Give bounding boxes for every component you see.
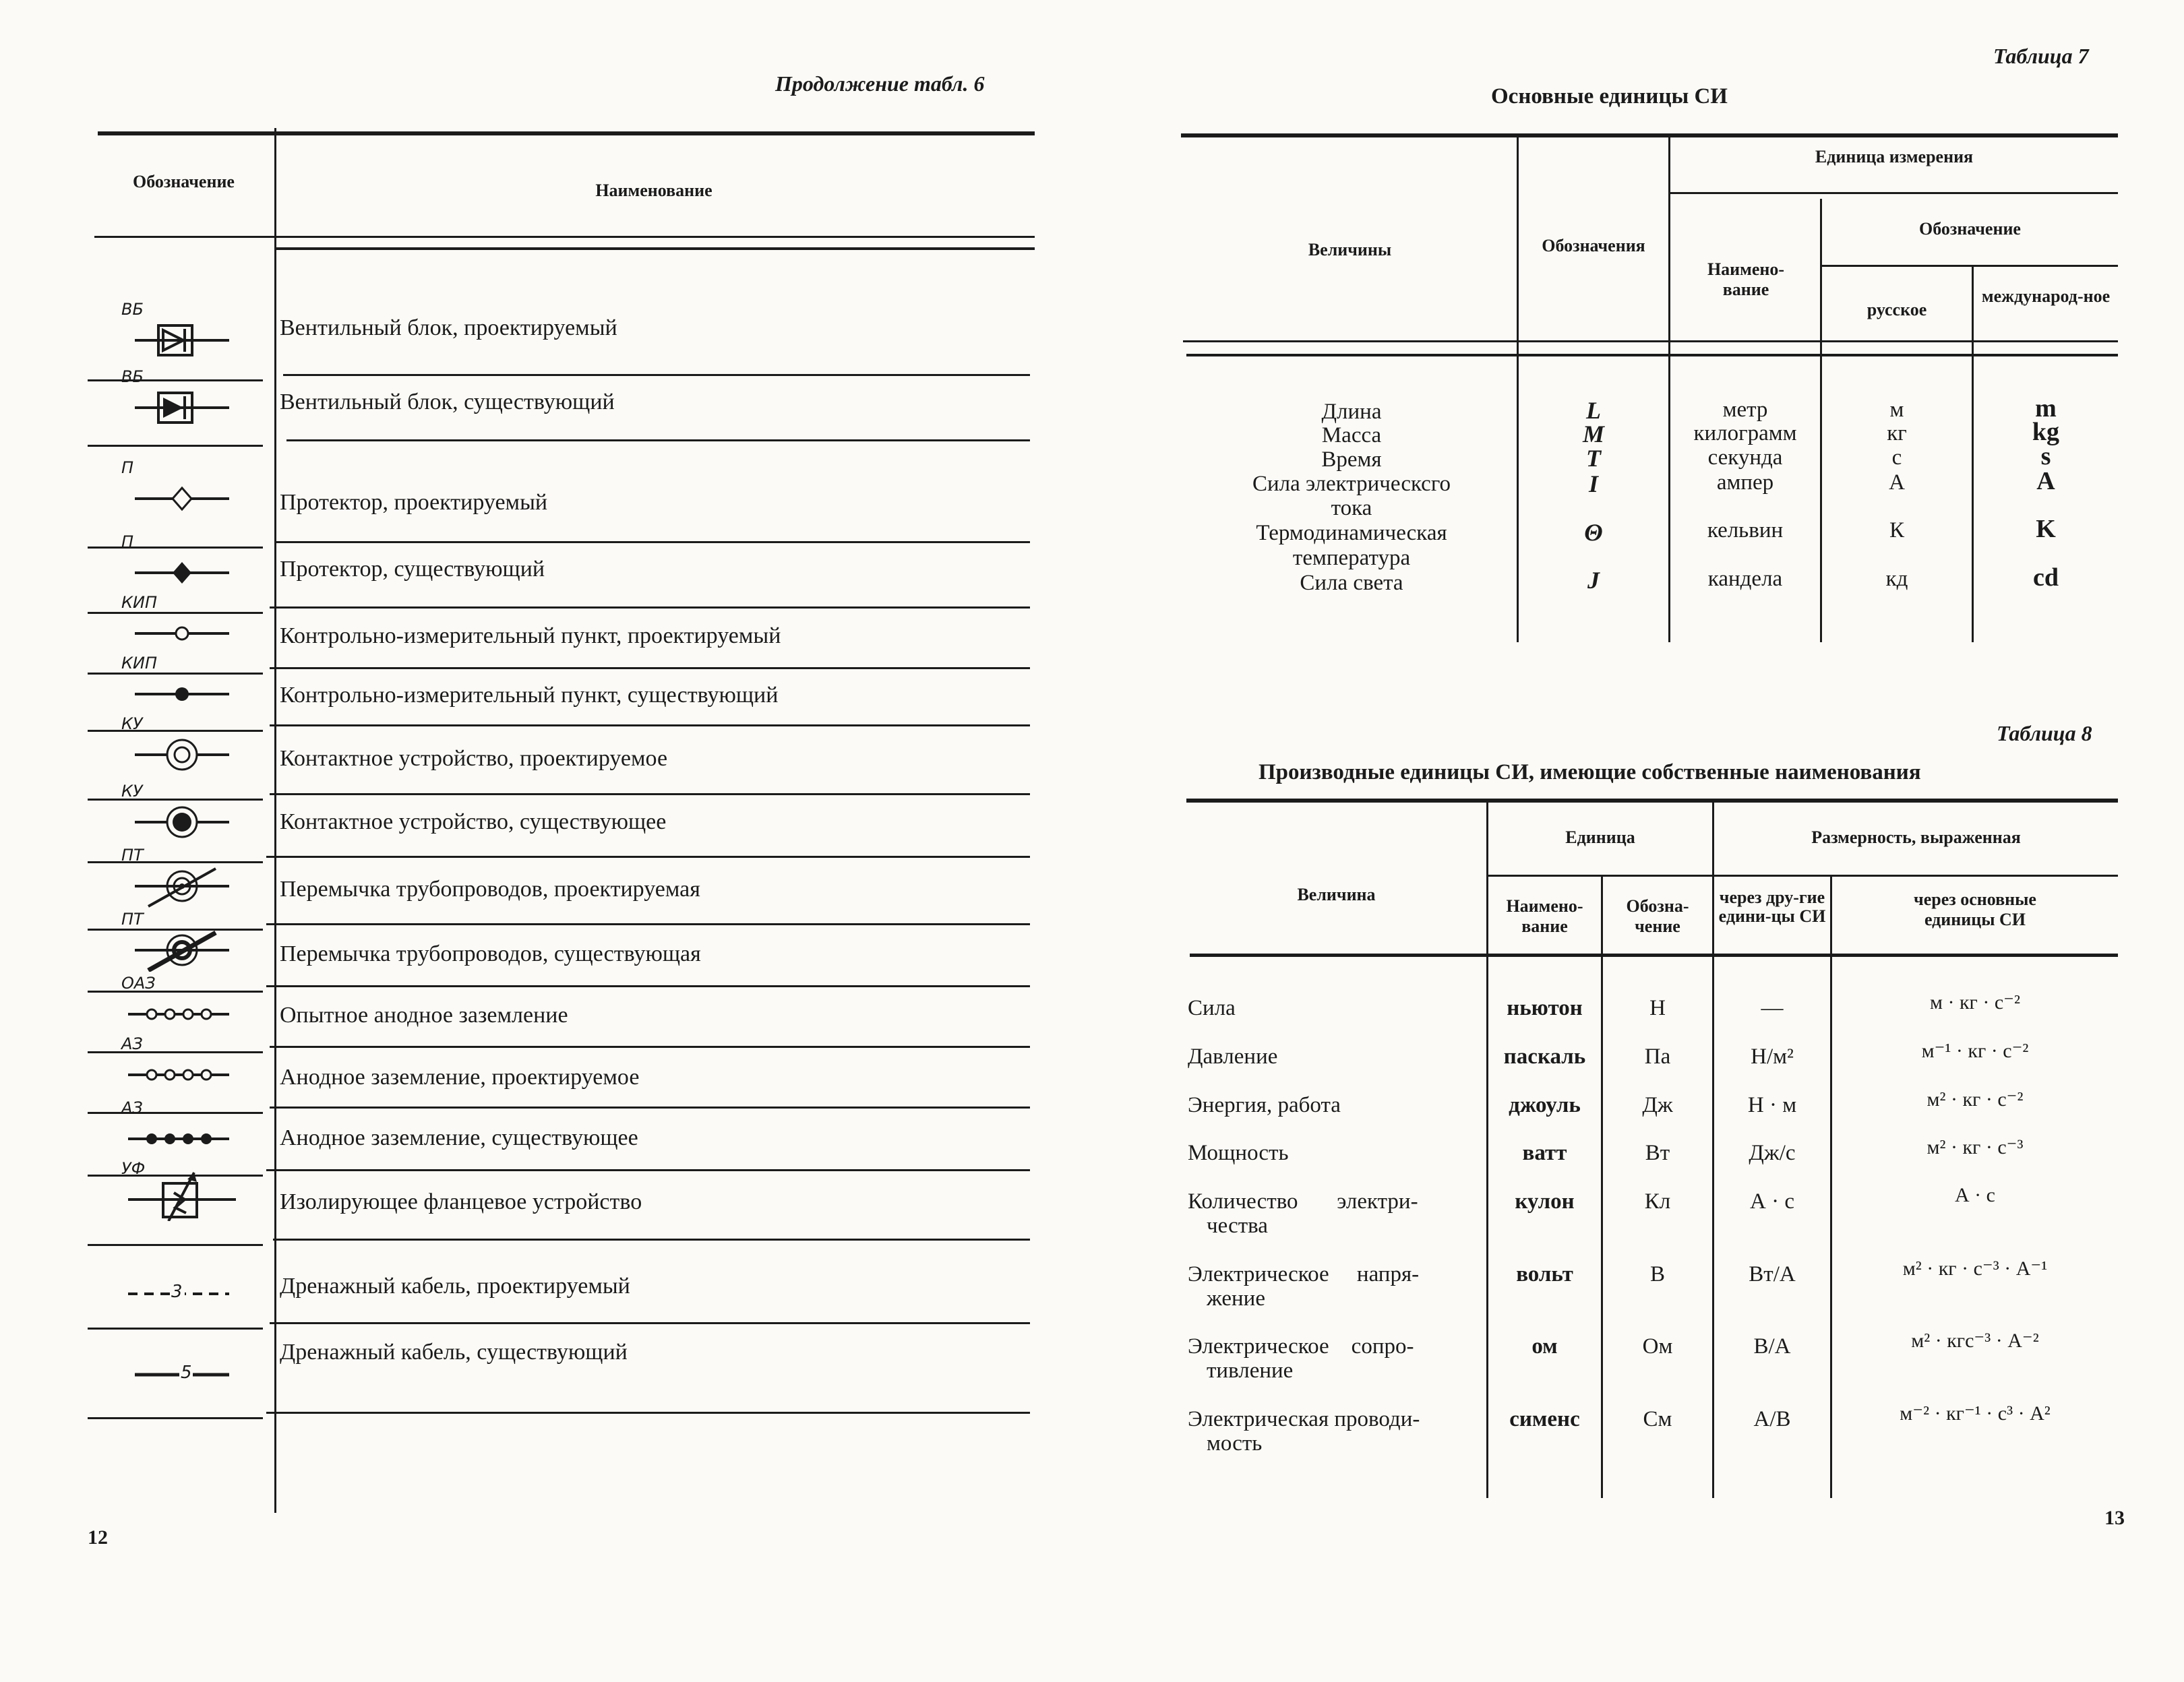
drain-cable-existing-icon — [121, 1334, 243, 1396]
table8-quantity: Энергия, работа — [1188, 1093, 1341, 1117]
table8-unit-name: ом — [1531, 1334, 1558, 1359]
valve-block-existing-icon — [121, 367, 243, 429]
table7-divider-2 — [1668, 133, 1670, 642]
table8-unit-name: паскаль — [1503, 1045, 1586, 1069]
table6-header-rule-2 — [276, 247, 1035, 250]
valve-block-projected-icon — [121, 300, 243, 362]
table8-via-other: — — [1761, 996, 1784, 1020]
anode-ground-existing-icon — [121, 1098, 243, 1160]
table7-international: m — [2035, 394, 2057, 423]
table7-symbol: Θ — [1584, 519, 1603, 546]
table7-unit-name: кельвин — [1707, 518, 1784, 542]
table8-unit-symbol: Ом — [1642, 1334, 1673, 1359]
table6-row-name: Перемычка трубопроводов, проектируемая — [280, 877, 700, 902]
table7-unit-rule — [1670, 192, 2118, 194]
table7-international: kg — [2032, 418, 2060, 446]
table6-symbol-rule — [88, 1328, 263, 1330]
contact-device-existing-icon — [121, 782, 243, 844]
table8-quantity: Электрическое сопро- — [1188, 1334, 1414, 1359]
table6-row-name: Контрольно-измерительный пункт, проектируемый — [280, 623, 781, 648]
table7-quantity: Масса — [1321, 423, 1382, 447]
table8-quantity-cont: мость — [1207, 1431, 1263, 1456]
table8-header-unit: Единица — [1565, 828, 1635, 847]
table8-via-base: м² · кг · с⁻³ · А⁻¹ — [1902, 1257, 2048, 1280]
table7-international: K — [2036, 515, 2056, 543]
table6-row-name: Дренажный кабель, проектируемый — [280, 1274, 630, 1299]
table8-unit-name: вольт — [1516, 1262, 1573, 1286]
table6-row-rule — [266, 1169, 1030, 1171]
table6-row-rule — [270, 724, 1030, 726]
table7-header-rule-2 — [1186, 354, 2118, 356]
symbol-label: ВБ — [121, 300, 144, 319]
protector-existing-icon — [121, 532, 243, 594]
control-point-projected-icon — [121, 593, 243, 655]
table8-via-base: м² · кг · с⁻³ — [1927, 1136, 2024, 1158]
table8-unit-symbol: Па — [1644, 1045, 1671, 1069]
table6-row-rule — [266, 856, 1030, 858]
table7-header-international: международ-ное — [1981, 286, 2111, 306]
table6-row-rule — [270, 606, 1030, 609]
table6-header-designation: Обозначение — [133, 172, 235, 191]
table6-row-rule — [270, 1107, 1030, 1109]
symbol-label: АЗ — [121, 1034, 143, 1053]
table6-row-rule — [270, 667, 1030, 669]
table7-quantity: температура — [1292, 546, 1411, 570]
drain-cable-projected-icon — [121, 1253, 243, 1315]
insulating-flange-icon — [121, 1159, 243, 1221]
symbol-label: КИП — [121, 593, 158, 612]
table7-quantity: Термодинамическая — [1256, 521, 1447, 545]
table6-row-rule — [270, 1322, 1030, 1324]
table8-quantity: Мощность — [1188, 1141, 1289, 1165]
symbol-label: КИП — [121, 654, 158, 673]
anode-ground-projected-icon — [121, 1034, 243, 1096]
table6-row-name: Протектор, проектируемый — [280, 490, 548, 515]
table8-quantity: Электрическое напря- — [1188, 1262, 1420, 1286]
table8-via-base: м² · кгс⁻³ · А⁻² — [1911, 1330, 2039, 1352]
table6-row-name: Вентильный блок, проектируемый — [280, 315, 617, 340]
table6-row-rule — [266, 923, 1030, 925]
table8-via-other: А · с — [1750, 1189, 1794, 1214]
cable-number-label: 5 — [181, 1363, 192, 1383]
table8-unit-symbol: Кл — [1644, 1189, 1671, 1214]
symbol-label: ПТ — [121, 910, 144, 929]
table7-top-rule — [1181, 133, 2118, 137]
table8-via-other: Вт/А — [1749, 1262, 1796, 1286]
table8-caption: Таблица 8 — [1997, 721, 2092, 745]
table7-header-rule — [1183, 340, 2118, 342]
table8-via-other: А/В — [1753, 1407, 1791, 1431]
protector-projected-icon — [121, 458, 243, 520]
symbol-label: КУ — [121, 714, 143, 733]
table7-symbol: M — [1582, 421, 1604, 447]
table6-symbol-rule — [88, 1417, 263, 1419]
table8-via-base: А · с — [1955, 1184, 1995, 1206]
table7-header-quantity: Величины — [1308, 240, 1392, 259]
table8-header-quantity: Величина — [1297, 885, 1376, 904]
table6-symbol-rule — [88, 1244, 263, 1246]
table6-row-name: Анодное заземление, существующее — [280, 1125, 638, 1150]
table6-row-name: Изолирующее фланцевое устройство — [280, 1189, 642, 1214]
table7-symbol: T — [1586, 445, 1601, 472]
table7-unit-name: ампер — [1716, 470, 1774, 495]
table8-unit-name: сименс — [1509, 1407, 1580, 1431]
table7-title: Основные единицы СИ — [1491, 84, 1728, 108]
table6-symbol-rule — [88, 445, 263, 447]
table8-unit-symbol: См — [1643, 1407, 1672, 1431]
table7-header-russian: русское — [1867, 300, 1927, 319]
symbol-label: ОАЗ — [121, 974, 156, 993]
table6-top-rule — [98, 131, 1035, 135]
table8-top-rule — [1186, 799, 2118, 803]
table8-header-unit-symbol: Обозна-чение — [1626, 896, 1689, 936]
table7-international: s — [2040, 442, 2051, 470]
table6-row-rule — [270, 1046, 1030, 1048]
table7-quantity: Длина — [1321, 400, 1382, 424]
table8-via-base: м⁻² · кг⁻¹ · с³ · А² — [1900, 1402, 2051, 1425]
symbol-label: ПТ — [121, 846, 144, 865]
table7-notation-rule — [1822, 265, 2118, 267]
table7-quantity: тока — [1331, 496, 1372, 520]
table7-unit-name: кандела — [1707, 567, 1783, 591]
table6-header-name: Наименование — [595, 181, 712, 200]
table8-header-unit-name: Наимено-вание — [1506, 896, 1583, 936]
symbol-label: АЗ — [121, 1098, 143, 1117]
table8-unit-rule — [1488, 875, 2118, 877]
table8-quantity: Давление — [1188, 1045, 1278, 1069]
table6-header-rule — [94, 236, 1035, 238]
table8-quantity: Сила — [1188, 996, 1236, 1020]
table6-row-name: Перемычка трубопроводов, существующая — [280, 941, 701, 966]
table7-symbol: I — [1588, 470, 1598, 497]
table8-header-dimension: Размерность, выраженная — [1811, 828, 2021, 847]
page-number-right: 13 — [2104, 1507, 2125, 1529]
table7-russian: К — [1889, 518, 1904, 542]
table7-quantity: Сила света — [1300, 571, 1403, 595]
table8-unit-symbol: Вт — [1645, 1141, 1670, 1165]
table8-via-other: Н · м — [1747, 1093, 1797, 1117]
table6-column-divider — [274, 128, 276, 1513]
table8-divider-2 — [1601, 876, 1603, 1498]
table7-quantity: Сила электрическсго — [1252, 472, 1451, 496]
table7-russian: кд — [1885, 567, 1908, 591]
table8-title: Производные единицы СИ, имеющие собственные наименования — [1258, 760, 1921, 784]
table7-unit-name: метр — [1722, 398, 1768, 422]
table8-unit-symbol: В — [1649, 1262, 1665, 1286]
page-number-left: 12 — [88, 1526, 108, 1549]
contact-device-projected-icon — [121, 714, 243, 776]
table6-row-rule — [266, 985, 1030, 987]
table8-unit-symbol: Н — [1649, 996, 1666, 1020]
table8-unit-name: ньютон — [1507, 996, 1583, 1020]
control-point-existing-icon — [121, 654, 243, 716]
table6-row-rule — [273, 1239, 1030, 1241]
table6-row-name: Контрольно-измерительный пункт, существующий — [280, 683, 779, 708]
table7-russian: кг — [1887, 421, 1907, 445]
table7-russian: м — [1889, 398, 1904, 422]
table8-via-base: м · кг · с⁻² — [1930, 991, 2020, 1014]
table7-russian: А — [1889, 470, 1905, 495]
table6-row-name: Протектор, существующий — [280, 557, 545, 582]
table7-caption: Таблица 7 — [1993, 44, 2089, 68]
table8-header-via-other: через дру-гие едини-цы СИ — [1718, 887, 1826, 926]
table6-row-rule — [283, 374, 1030, 376]
table8-unit-name: кулон — [1515, 1189, 1575, 1214]
symbol-label: ВБ — [121, 367, 144, 386]
table8-unit-symbol: Дж — [1642, 1093, 1673, 1117]
table6-row-name: Контактное устройство, проектируемое — [280, 746, 668, 771]
table8-quantity-cont: тивление — [1207, 1359, 1294, 1383]
table8-header-rule — [1190, 954, 2118, 957]
table7-header-notation: Обозначение — [1919, 219, 2021, 239]
table7-unit-name: килограмм — [1693, 421, 1797, 445]
table7-symbol: J — [1587, 567, 1600, 594]
table7-unit-name: секунда — [1707, 445, 1783, 470]
table8-via-base: м² · кг · с⁻² — [1927, 1088, 2024, 1111]
table6-row-rule — [276, 541, 1030, 543]
table7-international: cd — [2033, 563, 2059, 592]
table6-row-rule — [270, 793, 1030, 795]
table6-row-name: Дренажный кабель, существующий — [280, 1340, 628, 1365]
table7-symbol: L — [1586, 397, 1601, 424]
symbol-label: УФ — [121, 1159, 146, 1178]
table8-quantity-cont: чества — [1207, 1214, 1268, 1238]
table8-quantity-cont: жение — [1207, 1286, 1265, 1311]
table8-header-via-base: через основные единицы СИ — [1914, 890, 2036, 929]
table8-via-other: Дж/с — [1749, 1141, 1796, 1165]
table6-row-name: Контактное устройство, существующее — [280, 809, 667, 834]
table6-row-rule — [286, 439, 1030, 441]
table8-via-base: м⁻¹ · кг · с⁻² — [1921, 1040, 2029, 1062]
symbol-label: П — [121, 532, 134, 551]
table7-russian: с — [1891, 445, 1902, 470]
table6-row-name: Анодное заземление, проектируемое — [280, 1065, 640, 1090]
symbol-label: П — [121, 458, 134, 477]
table6-row-name: Опытное анодное заземление — [280, 1003, 568, 1028]
table8-quantity: Электрическая проводи- — [1188, 1407, 1420, 1431]
symbol-label: КУ — [121, 782, 143, 801]
table7-header-designation: Обозначения — [1542, 236, 1645, 255]
table8-via-other: В/А — [1753, 1334, 1791, 1359]
cable-number-label: 3 — [171, 1282, 183, 1302]
pipeline-jumper-projected-icon — [121, 846, 243, 908]
table7-quantity: Время — [1321, 447, 1382, 472]
table8-unit-name: джоуль — [1509, 1093, 1581, 1117]
table8-via-other: Н/м² — [1751, 1045, 1794, 1069]
pipeline-jumper-existing-icon — [121, 910, 243, 972]
table6-row-rule — [266, 1412, 1030, 1414]
table8-quantity: Количество электри- — [1188, 1189, 1418, 1214]
table7-header-unit-name: Наимено-вание — [1707, 259, 1785, 299]
table6-caption: Продолжение табл. 6 — [775, 71, 985, 96]
table7-international: A — [2036, 467, 2055, 495]
table8-unit-name: ватт — [1522, 1141, 1567, 1165]
experimental-anode-ground-icon — [121, 974, 243, 1036]
right-page — [1092, 0, 2184, 1682]
table6-row-name: Вентильный блок, существующий — [280, 390, 615, 414]
table7-header-unit: Единица измерения — [1815, 147, 1974, 166]
